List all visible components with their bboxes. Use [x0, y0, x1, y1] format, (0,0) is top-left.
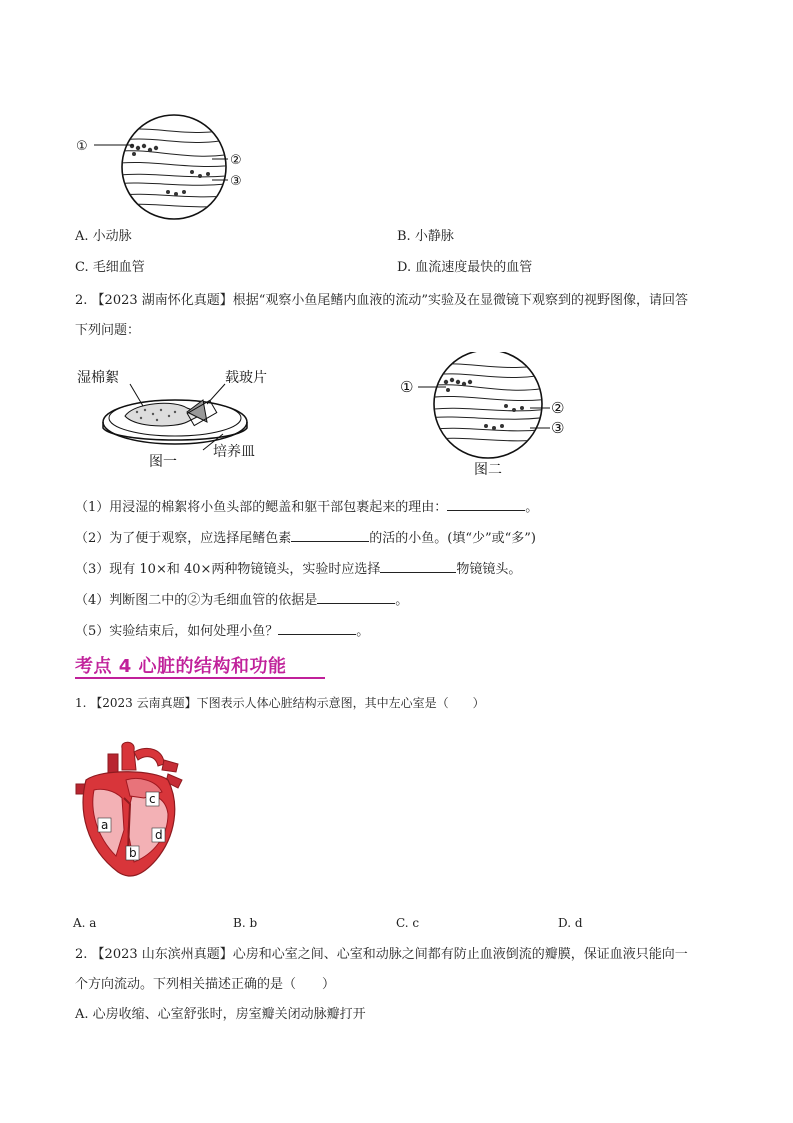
q4-stem-line2: 个方向流动。下列相关描述正确的是（ ） [75, 977, 336, 992]
heart-diagram [72, 740, 184, 880]
q2-source: 【2023 湖南怀化真题】 [91, 293, 233, 308]
microscope-figure-top [72, 112, 252, 222]
q3-option-a[interactable]: A. a [73, 916, 97, 930]
q3-source: 【2023 云南真题】 [90, 696, 197, 710]
heart-label-a: a [101, 818, 109, 832]
q3-number: 1. [75, 696, 87, 710]
fig1-label-slide: 载玻片 [225, 370, 267, 386]
top-fig-label-1: ① [76, 139, 88, 154]
q2-sub2-suffix: 的活的小鱼。(填“少”或“多”) [369, 531, 537, 546]
q2-sub5-blank[interactable] [278, 622, 356, 635]
heart-label-b: b [129, 846, 137, 860]
q3-stem [75, 694, 485, 712]
figure-two-microscope-view [396, 352, 576, 480]
q2-sub4-suffix: 。 [395, 593, 409, 608]
q2-sub5-suffix: 。 [356, 624, 370, 639]
q2-sub2 [75, 529, 536, 548]
section-heading: 考点 4 心脏的结构和功能 [75, 656, 287, 677]
figure-one-petri-dish [75, 362, 305, 472]
q3-option-c[interactable]: C. c [396, 916, 420, 930]
q2-sub4 [75, 591, 408, 610]
q3-stem-text: 下图表示人体心脏结构示意图，其中左心室是（ ） [196, 696, 485, 710]
q2-stem-line1 [75, 292, 688, 310]
q1-option-d[interactable]: D. 血流速度最快的血管 [397, 260, 533, 275]
q2-sub1 [75, 498, 538, 517]
q2-sub3-suffix: 物镜镜头。 [456, 562, 522, 577]
q2-sub1-text: （1）用浸湿的棉絮将小鱼头部的鳃盖和躯干部包裹起来的理由： [75, 500, 448, 515]
q3-option-d[interactable]: D. d [558, 916, 583, 930]
q1-option-a[interactable]: A. 小动脉 [75, 229, 132, 244]
fig2-caption: 图二 [474, 462, 502, 478]
q1-option-c[interactable]: C. 毛细血管 [75, 260, 145, 275]
q4-option-a[interactable]: A. 心房收缩、心室舒张时，房室瓣关闭动脉瓣打开 [75, 1007, 366, 1022]
q2-number: 2. [75, 293, 88, 308]
q2-sub5-text: （5）实验结束后，如何处理小鱼？ [75, 624, 279, 639]
q3-option-b[interactable]: B. b [233, 916, 258, 930]
q2-sub5 [75, 622, 369, 641]
q2-sub2-text: （2）为了便于观察，应选择尾鳍色素 [75, 531, 292, 546]
q2-sub3-blank[interactable] [380, 560, 456, 573]
q4-number: 2. [75, 947, 88, 962]
q4-stem-line1 [75, 946, 688, 964]
fig1-label-dish: 培养皿 [213, 444, 255, 460]
q2-sub4-blank[interactable] [317, 591, 395, 604]
fig2-label-1: ① [400, 378, 414, 396]
q2-sub1-blank[interactable] [447, 498, 525, 511]
fig2-label-3: ③ [551, 419, 565, 437]
top-fig-label-3: ③ [230, 174, 242, 189]
heart-label-d: d [155, 828, 163, 842]
q2-sub1-suffix: 。 [525, 500, 539, 515]
q2-stem-line2: 下列问题： [75, 323, 141, 338]
q2-sub4-text: （4）判断图二中的②为毛细血管的依据是 [75, 593, 318, 608]
q2-stem-text1: 根据“观察小鱼尾鳍内血液的流动”实验及在显微镜下观察到的视野图像，请回答 [232, 293, 689, 308]
fig1-label-cotton: 湿棉絮 [77, 370, 119, 386]
top-fig-label-2: ② [230, 153, 242, 168]
fig2-label-2: ② [551, 399, 565, 417]
q4-source: 【2023 山东滨州真题】 [91, 947, 233, 962]
q2-sub3-text: （3）现有 10×和 40×两种物镜镜头，实验时应选择 [75, 562, 381, 577]
q2-sub3 [75, 560, 521, 579]
section-heading-underline [75, 677, 325, 679]
q1-option-b[interactable]: B. 小静脉 [397, 229, 454, 244]
heart-label-c: c [149, 792, 156, 806]
fig1-caption: 图一 [149, 454, 177, 470]
q2-sub2-blank[interactable] [291, 529, 369, 542]
q4-stem-text1: 心房和心室之间、心室和动脉之间都有防止血液倒流的瓣膜，保证血液只能向一 [232, 947, 688, 962]
